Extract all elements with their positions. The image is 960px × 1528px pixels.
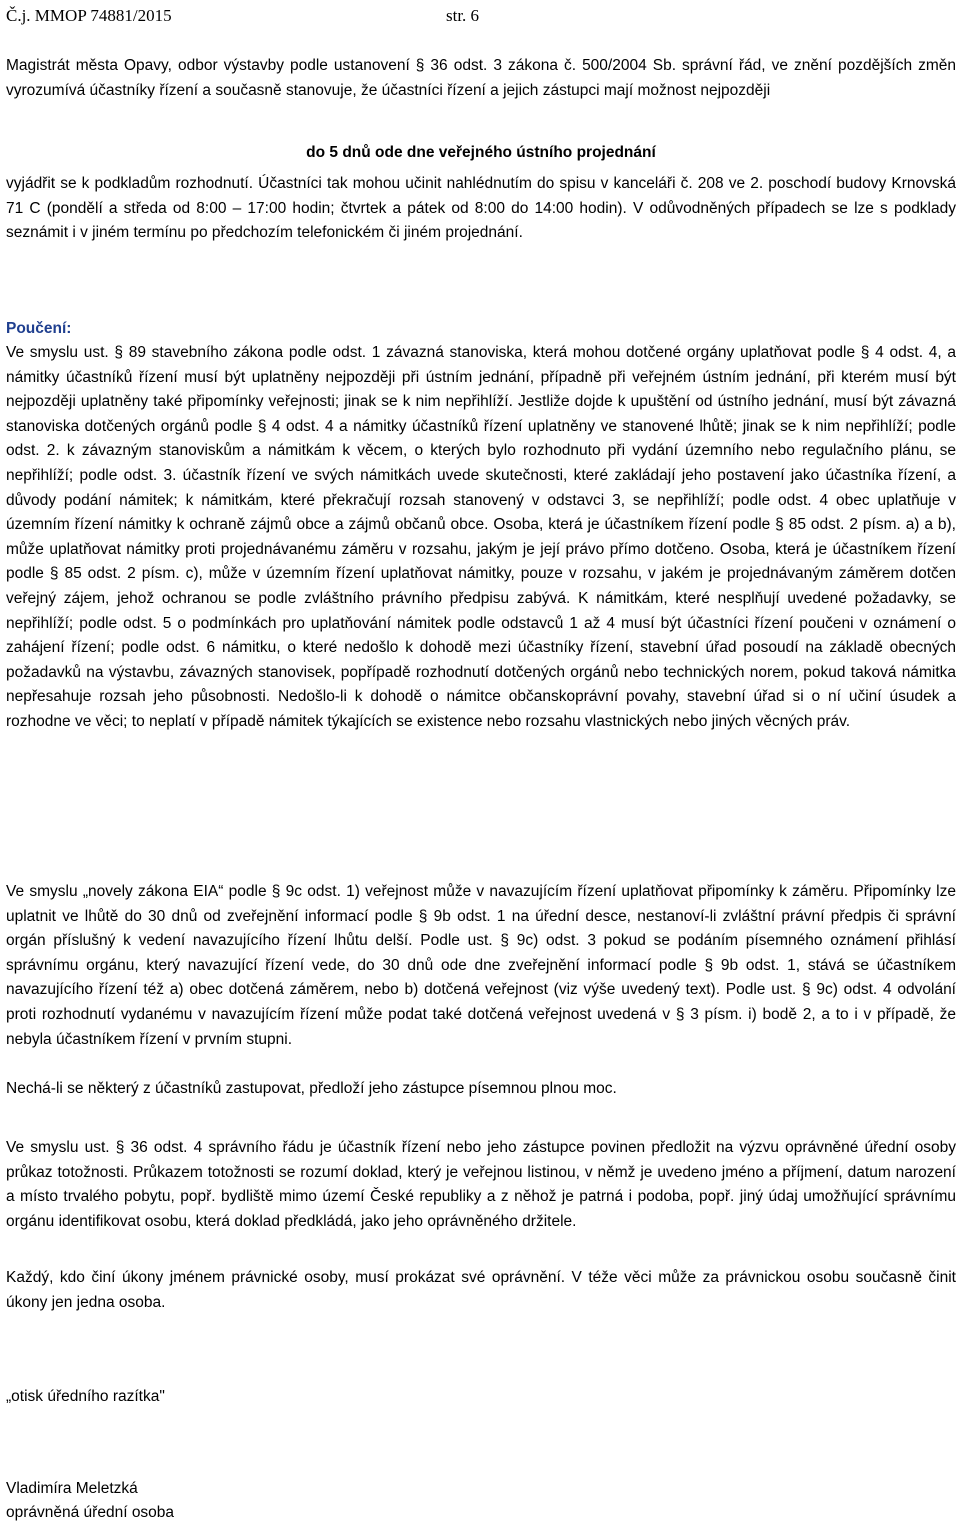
intro-paragraph: Magistrát města Opavy, odbor výstavby podle ustanovení § 36 odst. 3 zákona č. 500/2004 Sb. správní řád, ve znění pozdějších změn vyrozumívá účastníky řízení a současně stanovuje, že účastníci řízení a jejich zástupci mají možnost nejpozději — [6, 57, 956, 99]
signatory-role: oprávněná úřední osoba — [6, 1504, 175, 1521]
notice-paragraph-building-act: Ve smyslu ust. § 89 stavebního zákona podle odst. 1 závazná stanoviska, která mohou dotčené orgány uplatňovat podle § 4 odst. 4, a námitky účastníků řízení musí být uplatněny nejpozději při ústním jednání, případně při veřejném ústním jednání, při kterém musí být nejpozději uplatněny také připomínky veřejnosti; jinak se k nim nepřihlíží. Jestliže dojde k upuštění od ústního jednání, musí být závazná stanoviska dotčených orgánů podle § 4 odst. 4 a námitky účastníků řízení uplatněny ve stanovené lhůtě; jinak se k nim nepřihlíží; podle odst. 2. k závazným stanoviskům a námitkám k věcem, o kterých bylo rozhodnuto při vydání územního nebo regulačního plánu, se nepřihlíží; podle odst. 3. účastník řízení ve svých námitkách uvede skutečnosti, které zakládají jeho postavení jako účastníka řízení, a důvody podání námitek; k námitkám, které překračují rozsah stanovený v odstavci 3, se nepřihlíží; podle odst. 4 obec uplatňuje v územním řízení námitky k ochraně zájmů obce a zájmů občanů obce. Osoba, která je účastníkem řízení podle § 85 odst. 2 písm. a) a b), může uplatňovat námitky proti projednávanému záměru v rozsahu, jakým je její právo přímo dotčeno. Osoba, která je účastníkem řízení podle § 85 odst. 2 písm. c), může v územním řízení uplatňovat námitky, pouze v rozsahu, v jakém je projednávaným záměrem dotčen veřejný zájem, jehož ochranou se podle zvláštního právního předpisu zabývá. K námitkám, které nesplňují uvedené požadavky, se nepřihlíží; podle odst. 5 o podmínkách pro uplatňování námitek podle odstavců 1 až 4 musí být účastníci řízení poučeni v oznámení o zahájení řízení; podle odst. 6 námitku, o které nedošlo k dohodě mezi účastníky řízení, stavební úřad posoudí na základě obecných požadavků na výstavbu, závazných stanovisek, popřípadě rozhodnutí dotčených orgánů nebo technických norem, pokud taková námitka nepřesahuje rozsah jeho působnosti. Nedošlo-li k dohodě o námitce občanskoprávní povahy, stavební úřad si o ní učiní úsudek a rozhodne ve věci; to neplatí v případě námitek týkajících se existence nebo rozsahu vlastnických nebo jiných věcných práv. — [6, 344, 956, 730]
stamp-placeholder: „otisk úředního razítka" — [6, 1388, 165, 1405]
notice-paragraph-representation: Nechá-li se některý z účastníků zastupovat, předloží jeho zástupce písemnou plnou moc. — [6, 1080, 617, 1097]
notice-paragraph-identity: Ve smyslu ust. § 36 odst. 4 správního řádu je účastník řízení nebo jeho zástupce povinen předložit na výzvu oprávněné úřední osoby průkaz totožnosti. Průkazem totožnosti se rozumí doklad, který je veřejnou listinou, v němž je uvedeno jméno a příjmení, datum narození a místo trvalého pobytu, popř. bydliště mimo území České republiky a z něhož je patrná i podoba, popř. jiný údaj umožňující správnímu orgánu identifikovat osobu, která doklad předkládá, jako jeho oprávněného držitele. — [6, 1139, 956, 1230]
reference-number: Č.j. MMOP 74881/2015 — [6, 6, 172, 25]
page-number: str. 6 — [446, 6, 480, 25]
notice-paragraph-legal-entity: Každý, kdo činí úkony jménem právnické osoby, musí prokázat své oprávnění. V téže věci může za právnickou osobu současně činit úkony jen jedna osoba. — [6, 1269, 956, 1311]
notice-heading: Poučení: — [6, 320, 72, 337]
deadline-statement: do 5 dnů ode dne veřejného ústního projednání — [306, 144, 656, 161]
inspection-paragraph: vyjádřit se k podkladům rozhodnutí. Účastníci tak mohou učinit nahlédnutím do spisu v kanceláři č. 208 ve 2. poschodí budovy Krnovská 71 C (pondělí a středa od 8:00 – 17:00 hodin; čtvrtek a pátek od 8:00 do 14:00 hodin). V odůvodněných případech se lze s podklady seznámit i v jiném termínu po předchozím telefonickém či jiném projednání. — [6, 175, 956, 242]
page-header — [6, 4, 480, 29]
notice-paragraph-eia: Ve smyslu „novely zákona EIA“ podle § 9c odst. 1) veřejnost může v navazujícím řízení uplatňovat připomínky k záměru. Připomínky lze uplatnit ve lhůtě do 30 dnů od zveřejnění informací podle § 9b odst. 1 na úřední desce, nestanoví-li zvláštní právní předpis či správní orgán příslušný k vedení navazujícího řízení lhůtu delší. Podle ust. § 9c) odst. 3 pokud se podáním písemného oznámení přihlásí správnímu orgánu, který navazující řízení vede, do 30 dnů ode dne zveřejnění informací podle § 9b odst. 1, stává se účastníkem navazujícího řízení též a) obec dotčená záměrem, nebo b) dotčená veřejnost (viz výše uvedený text). Podle ust. § 9c) odst. 4 odvolání proti rozhodnutí vydanému v navazujícím řízení může podat také dotčená veřejnost uvedená v § 3 písm. i) bodě 2, a to i v případě, že nebyla účastníkem řízení v prvním stupni. — [6, 883, 956, 1048]
signatory-name: Vladimíra Meletzká — [6, 1480, 138, 1497]
